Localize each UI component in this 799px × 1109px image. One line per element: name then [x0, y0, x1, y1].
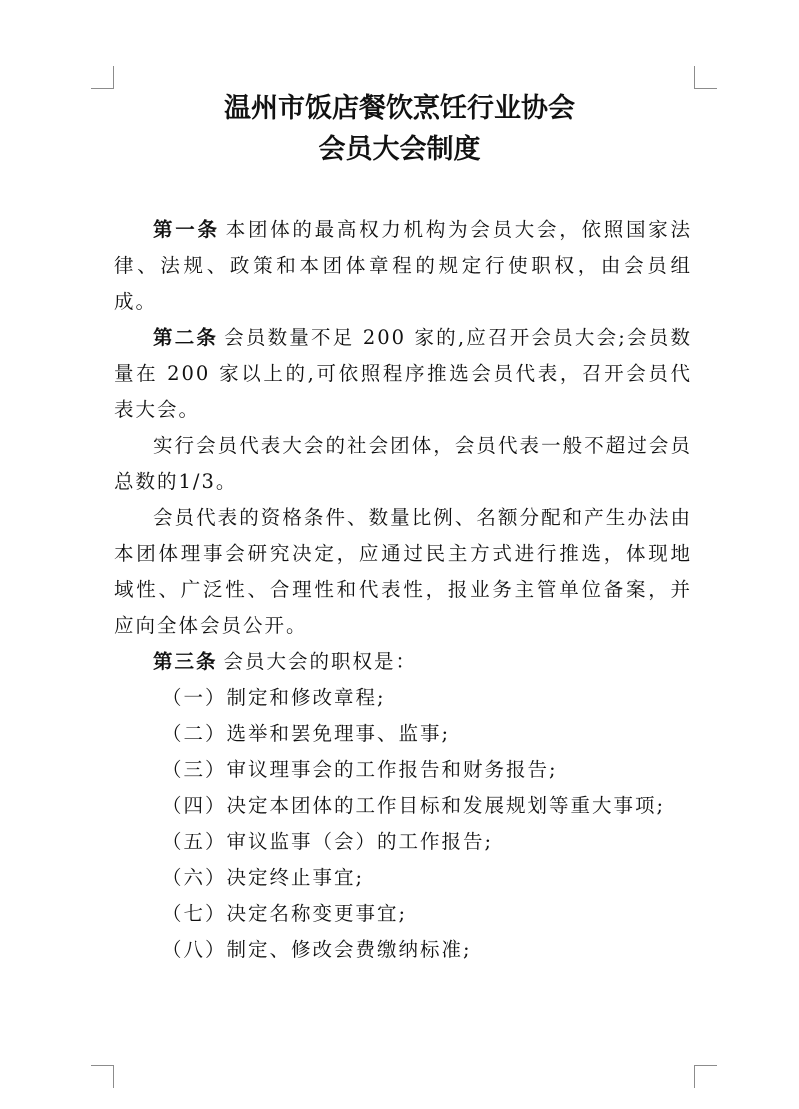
list-item: （六）决定终止事宜; — [162, 866, 365, 889]
article-2 — [114, 320, 692, 428]
page-corner-mark-top-left — [91, 66, 114, 89]
article-3 — [114, 644, 692, 680]
paragraph: 实行会员代表大会的社会团体，会员代表一般不超过会员总数的1/3。 — [114, 434, 692, 493]
page-corner-mark-bottom-right — [694, 1065, 717, 1088]
document-subtitle: 会员大会制度 — [318, 134, 481, 165]
document-body — [114, 212, 692, 968]
list-item: （二）选举和罢免理事、监事; — [162, 722, 451, 745]
document-title: 温州市饭店餐饮烹饪行业协会 — [224, 93, 575, 124]
page-corner-mark-top-right — [694, 66, 717, 89]
list-item: （一）制定和修改章程; — [162, 686, 386, 709]
article-label: 第三条 — [153, 650, 218, 673]
article-text: 会员数量不足 200 家的,应召开会员大会;会员数量在 200 家以上的,可依照程序推选会员代表，召开会员代表大会。 — [114, 326, 692, 421]
list-item: （七）决定名称变更事宜; — [162, 902, 408, 925]
page-corner-mark-bottom-left — [91, 1065, 114, 1088]
list-item: （五）审议监事（会）的工作报告; — [162, 830, 494, 853]
list-item: （三）审议理事会的工作报告和财务报告; — [162, 758, 558, 781]
article-text: 会员大会的职权是： — [223, 650, 418, 673]
article-label: 第一条 — [153, 218, 220, 241]
article-label: 第二条 — [153, 326, 219, 349]
list-item: （八）制定、修改会费缴纳标准; — [162, 938, 472, 961]
list-item: （四）决定本团体的工作目标和发展规划等重大事项; — [162, 794, 666, 817]
article-text: 本团体的最高权力机构为会员大会，依照国家法律、法规、政策和本团体章程的规定行使职权，由会员组成。 — [114, 218, 692, 313]
article-1 — [114, 212, 692, 320]
paragraph: 会员代表的资格条件、数量比例、名额分配和产生办法由本团体理事会研究决定，应通过民主方式进行推选，体现地域性、广泛性、合理性和代表性，报业务主管单位备案，并应向全体会员公开。 — [114, 506, 692, 637]
